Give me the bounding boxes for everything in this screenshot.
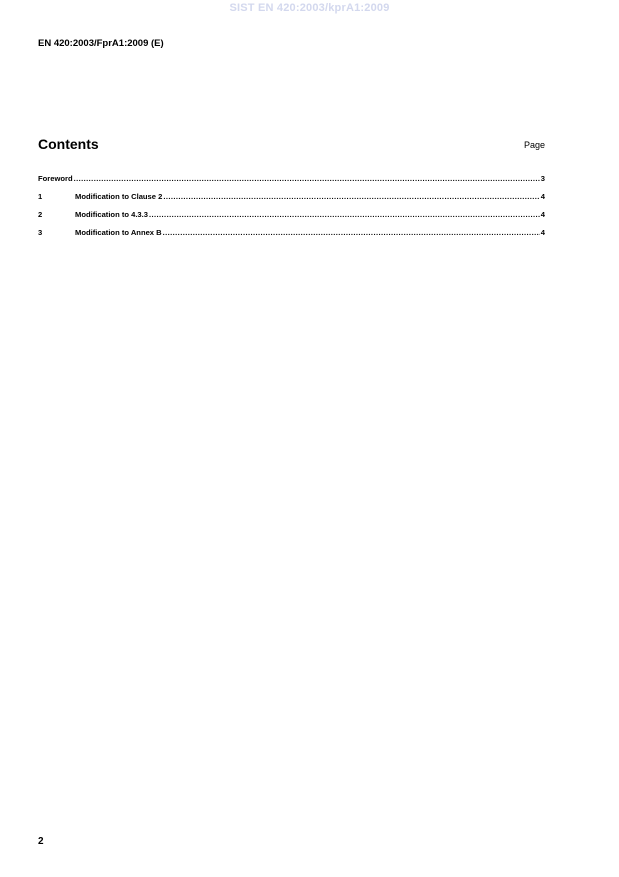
page-number: 2 — [38, 836, 44, 847]
toc-leader-dots — [74, 174, 540, 183]
toc-entry-foreword[interactable] — [38, 174, 545, 192]
toc-entry-title: Modification to Clause 2 — [75, 192, 163, 201]
toc-entry-2[interactable] — [38, 210, 545, 228]
toc-entry-title: Foreword — [38, 174, 73, 183]
toc-entry-number: 2 — [38, 210, 43, 219]
contents-heading: Contents — [38, 136, 99, 152]
toc-entry-page: 4 — [540, 192, 545, 201]
toc-entry-number: 1 — [38, 192, 43, 201]
toc-entry-page: 4 — [540, 210, 545, 219]
toc-entry-page: 4 — [540, 228, 545, 237]
toc-leader-dots — [149, 210, 540, 219]
toc-entry-page: 3 — [540, 174, 545, 183]
toc-entry-1[interactable] — [38, 192, 545, 210]
toc-leader-dots — [163, 228, 540, 237]
toc-leader-dots — [163, 192, 539, 201]
toc-entry-title: Modification to 4.3.3 — [75, 210, 148, 219]
toc-entry-title: Modification to Annex B — [75, 228, 162, 237]
document-identifier: EN 420:2003/FprA1:2009 (E) — [38, 38, 164, 49]
watermark: SIST EN 420:2003/kprA1:2009 — [229, 2, 390, 14]
toc-entry-number: 3 — [38, 228, 43, 237]
toc-entry-3[interactable] — [38, 228, 545, 246]
table-of-contents — [38, 174, 545, 246]
page-column-label: Page — [523, 140, 545, 150]
